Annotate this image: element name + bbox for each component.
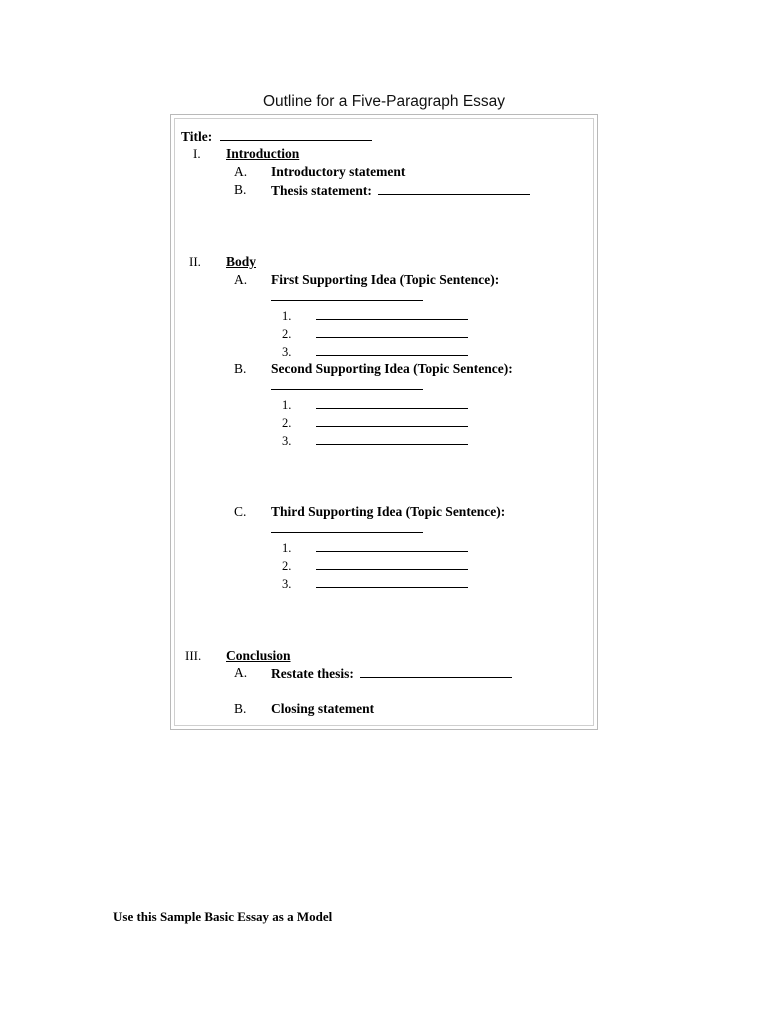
sub-number: 1. [282,541,292,555]
item-first-supporting-idea: First Supporting Idea (Topic Sentence): [271,272,500,287]
topic-sentence-blank[interactable] [271,377,423,390]
sub-number: 2. [282,416,292,430]
item-closing-statement: Closing statement [271,701,375,716]
topic-sentence-blank-row [271,288,423,305]
section-numeral: II. [189,254,201,269]
sub-number: 1. [282,309,292,323]
sub-blank[interactable] [316,414,468,427]
sub-blank-row [316,343,468,360]
item-restate-thesis [271,665,512,682]
topic-sentence-blank-row [271,377,423,394]
page-title: Outline for a Five-Paragraph Essay [262,93,506,110]
topic-sentence-blank[interactable] [271,520,423,533]
sub-blank[interactable] [316,396,468,409]
item-letter: C. [234,504,247,519]
sub-number: 2. [282,327,292,341]
sub-blank-row [316,539,468,556]
thesis-blank[interactable] [378,182,530,195]
sub-number: 3. [282,577,292,591]
item-third-supporting-idea: Third Supporting Idea (Topic Sentence): [271,504,506,519]
item-thesis-statement [271,182,530,199]
sub-blank[interactable] [316,343,468,356]
topic-sentence-blank-row [271,520,423,537]
section-heading-introduction: Introduction [226,146,300,161]
restate-thesis-blank[interactable] [360,665,512,678]
sub-blank-row [316,325,468,342]
sub-blank[interactable] [316,575,468,588]
item-introductory-statement: Introductory statement [271,164,406,179]
item-letter: B. [234,182,247,197]
item-letter: A. [234,665,248,680]
title-field [181,128,372,145]
sub-blank[interactable] [316,432,468,445]
thesis-label: Thesis statement: [271,183,372,198]
sub-number: 3. [282,345,292,359]
footer-note: Use this Sample Basic Essay as a Model [113,909,333,924]
sub-blank[interactable] [316,557,468,570]
sub-blank-row [316,575,468,592]
sub-number: 1. [282,398,292,412]
item-letter: A. [234,272,248,287]
topic-sentence-blank[interactable] [271,288,423,301]
sub-blank-row [316,396,468,413]
section-heading-conclusion: Conclusion [226,648,291,663]
restate-thesis-label: Restate thesis: [271,666,354,681]
item-letter: A. [234,164,248,179]
section-numeral: III. [185,648,202,663]
item-letter: B. [234,361,247,376]
item-second-supporting-idea: Second Supporting Idea (Topic Sentence): [271,361,513,376]
outline-box [170,114,598,730]
sub-blank-row [316,307,468,324]
sub-blank[interactable] [316,325,468,338]
sub-number: 3. [282,434,292,448]
title-blank[interactable] [220,128,372,141]
sub-blank[interactable] [316,307,468,320]
sub-blank-row [316,414,468,431]
section-numeral: I. [193,146,201,161]
sub-blank-row [316,557,468,574]
sub-blank[interactable] [316,539,468,552]
section-heading-body: Body [226,254,257,269]
title-label: Title: [181,129,213,144]
sub-number: 2. [282,559,292,573]
sub-blank-row [316,432,468,449]
item-letter: B. [234,701,247,716]
